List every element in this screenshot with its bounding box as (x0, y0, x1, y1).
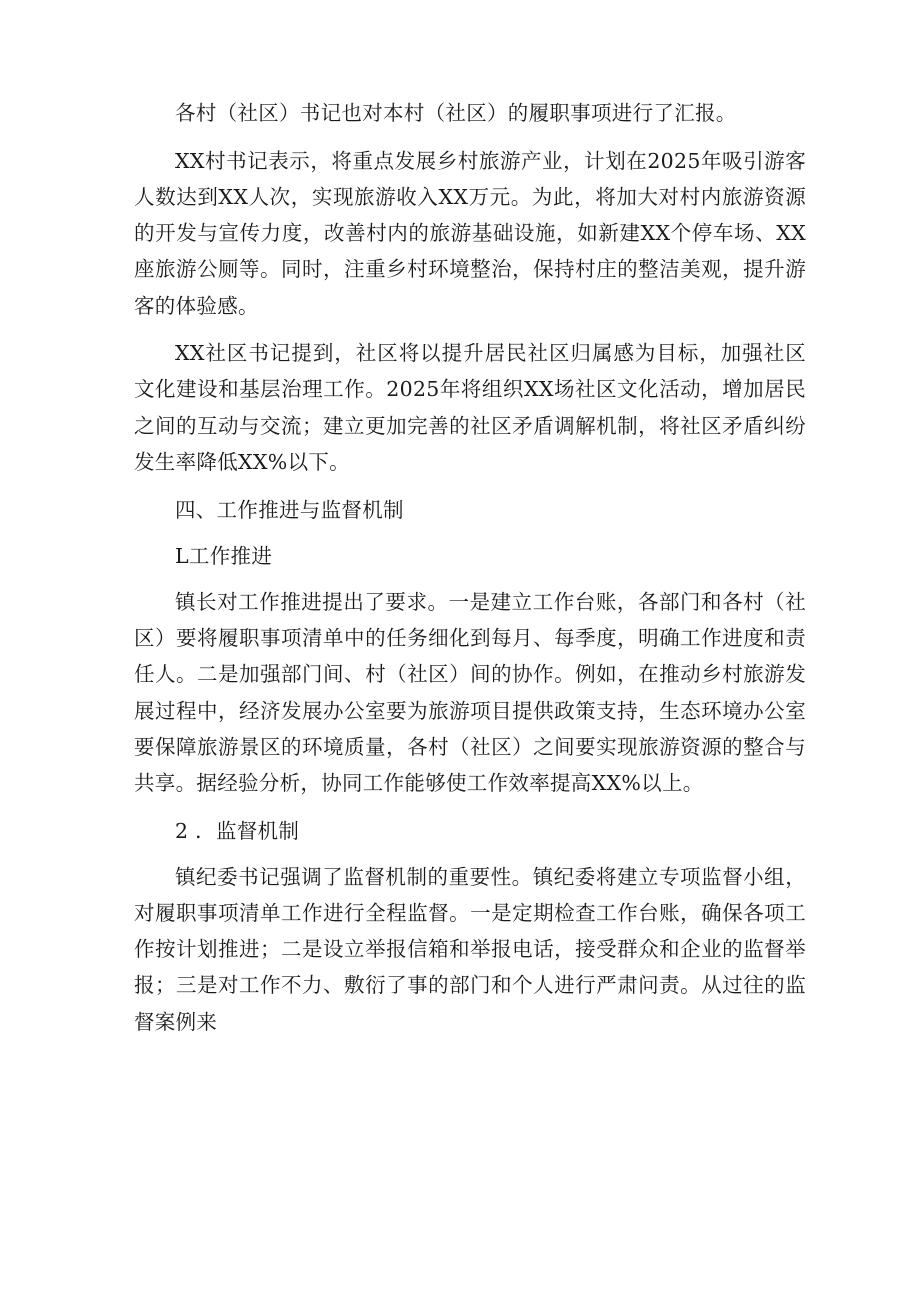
paragraph-supervision: 镇纪委书记强调了监督机制的重要性。镇纪委将建立专项监督小组，对履职事项清单工作进行全程监督。一是定期检查工作台账，确保各项工作按计划推进；二是设立举报信箱和举报电话，接受群众和企业的监督举报；三是对工作不力、敷衍了事的部门和个人进行严肃问责。从过往的监督案例来 (134, 864, 806, 1034)
section-heading-work-promotion-supervision: 四、工作推进与监督机制 (175, 497, 404, 522)
paragraph-community-plan: XX社区书记提到，社区将以提升居民社区归属感为目标，加强社区文化建设和基层治理工作。2025年将组织XX场社区文化活动，增加居民之间的互动与交流；建立更加完善的社区矛盾调解机制，将社区矛盾纠纷发生率降低XX%以下。 (134, 341, 806, 474)
document-body (134, 95, 806, 1051)
paragraph-village-tourism-plan: XX村书记表示，将重点发展乡村旅游产业，计划在2025年吸引游客人数达到XX人次，实现旅游收入XX万元。为此，将加大对村内旅游资源的开发与宣传力度，改善村内的旅游基础设施，如新建XX个停车场、XX座旅游公厕等。同时，注重乡村环境整治，保持村庄的整洁美观，提升游客的体验感。 (134, 148, 806, 318)
paragraph-village-reports: 各村（社区）书记也对本村（社区）的履职事项进行了汇报。 (175, 101, 737, 125)
subheading-supervision: 2 ．监督机制 (175, 818, 300, 843)
paragraph-work-promotion: 镇长对工作推进提出了要求。一是建立工作台账，各部门和各村（社区）要将履职事项清单中的任务细化到每月、每季度，明确工作进度和责任人。二是加强部门间、村（社区）间的协作。例如，在推动乡村旅游发展过程中，经济发展办公室要为旅游项目提供政策支持，生态环境办公室要保障旅游景区的环境质量，各村（社区）之间要实现旅游资源的整合与共享。据经验分析，协同工作能够使工作效率提高XX%以上。 (134, 589, 806, 795)
subheading-work-promotion: L工作推进 (175, 543, 273, 568)
